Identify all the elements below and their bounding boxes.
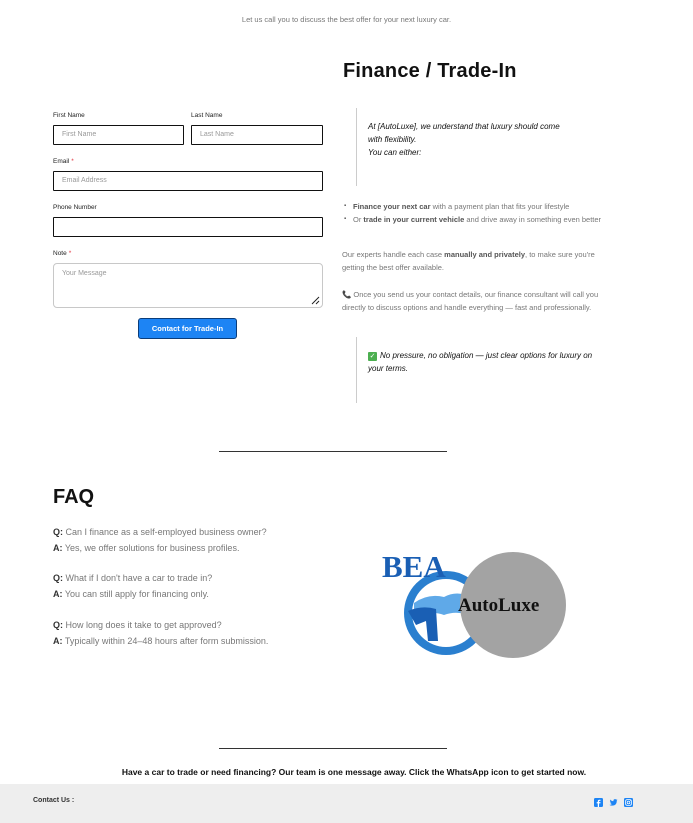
contact-label: Contact Us :: [33, 797, 75, 804]
contact-for-trade-in-button[interactable]: Contact for Trade-In: [138, 318, 237, 339]
consultant-paragraph: 📞 Once you send us your contact details, our finance consultant will call you directly to discuss options and handle everything — fast and professionally.: [342, 290, 599, 312]
faq-title: FAQ: [53, 486, 95, 508]
faq-item: Q: What if I don't have a car to trade in? A: You can still apply for financing only.: [53, 573, 213, 599]
autoluxe-logo: [378, 545, 573, 663]
phone-input[interactable]: [53, 217, 323, 237]
first-name-label: First Name: [53, 112, 85, 119]
list-item: ▪ Finance your next car with a payment plan that fits your lifestyle: [344, 200, 619, 213]
check-icon: ✓: [369, 353, 376, 360]
note-label: Note *: [53, 250, 72, 257]
finance-intro: At [AutoLuxe], we understand that luxury should come with flexibility. You can either:: [368, 122, 560, 157]
finance-title: Finance / Trade-In: [343, 60, 517, 82]
divider: [219, 451, 447, 452]
footer: [0, 784, 693, 823]
tagline: Let us call you to discuss the best offer for your next luxury car.: [241, 15, 452, 24]
note-placeholder: Your Message: [62, 270, 107, 277]
facebook-icon[interactable]: [594, 798, 603, 807]
quote-bar: [356, 337, 357, 403]
faq-item: Q: How long does it take to get approved? A: Typically within 24–48 hours after form submission.: [53, 620, 269, 646]
required-mark: *: [68, 250, 72, 257]
logo-autoluxe-text: AutoLuxe: [458, 595, 540, 616]
email-input[interactable]: Email Address: [53, 171, 323, 191]
cta-text: Have a car to trade or need financing? Our team is one message away. Click the WhatsApp icon to get started now.: [121, 767, 587, 777]
twitter-icon[interactable]: [609, 798, 618, 807]
logo-bea-text: BEA: [382, 549, 446, 584]
experts-paragraph: Our experts handle each case manually and privately, to make sure you're getting the best offer available.: [342, 250, 595, 272]
last-name-input[interactable]: Last Name: [191, 125, 323, 145]
quote-bar: [356, 108, 357, 186]
first-name-input[interactable]: First Name: [53, 125, 184, 145]
phone-label: Phone Number: [53, 204, 97, 211]
instagram-icon[interactable]: [624, 798, 633, 807]
list-item: ▪ Or trade in your current vehicle and drive away in something even better: [344, 213, 619, 226]
resize-handle-icon[interactable]: [310, 295, 320, 305]
last-name-label: Last Name: [191, 112, 223, 119]
faq-item: Q: Can I finance as a self-employed business owner? A: Yes, we offer solutions for business profiles.: [53, 527, 267, 553]
email-label: Email *: [53, 158, 74, 165]
note-textarea[interactable]: [53, 263, 323, 308]
finance-options-list: [344, 200, 619, 226]
divider: [219, 748, 447, 749]
closing-quote: ✓ No pressure, no obligation — just clear options for luxury on your terms.: [368, 351, 593, 373]
required-mark: *: [71, 158, 74, 165]
